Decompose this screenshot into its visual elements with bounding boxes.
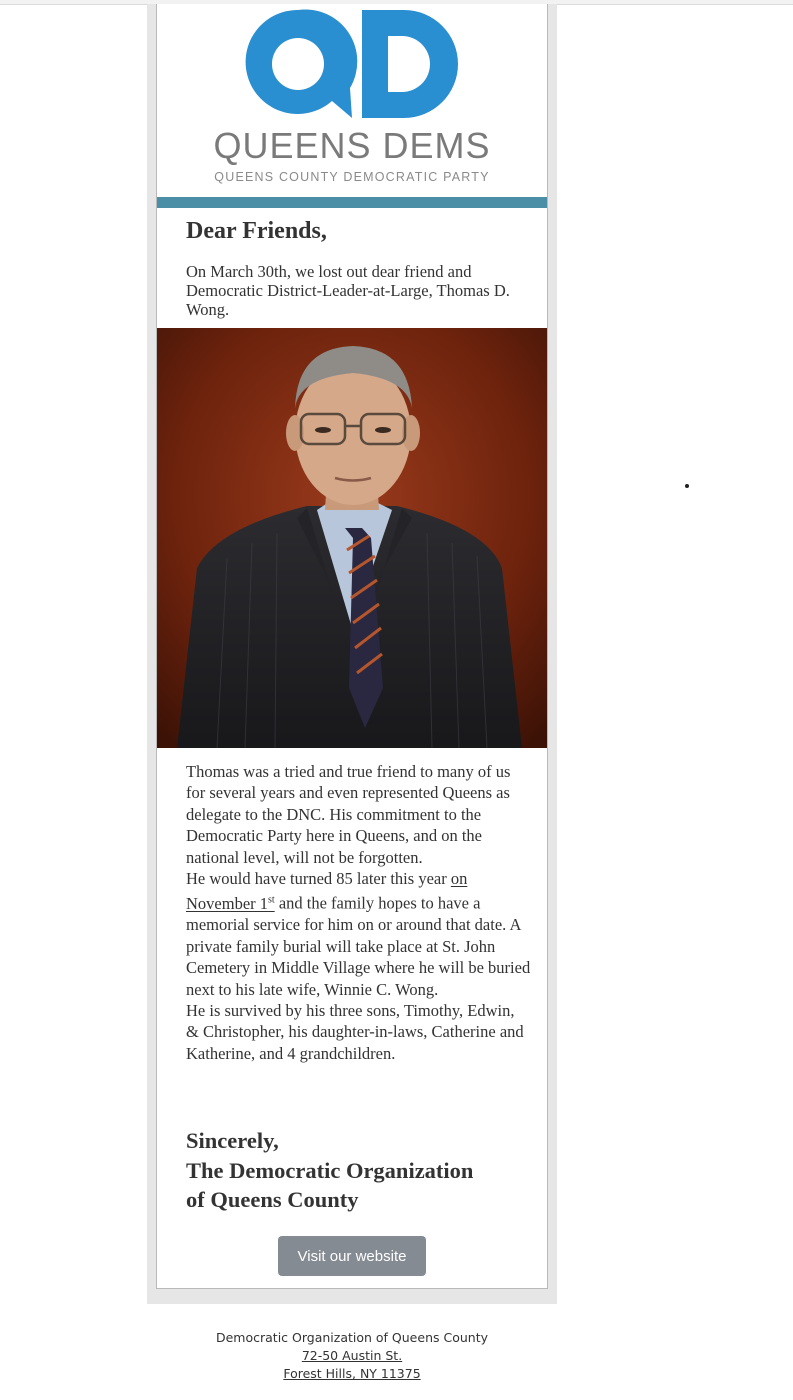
signoff-line: of Queens County xyxy=(186,1187,359,1212)
brand-subtitle: QUEENS COUNTY DEMOCRATIC PARTY xyxy=(214,170,490,184)
qd-logo-icon xyxy=(242,8,464,120)
letter-body xyxy=(186,761,531,1064)
visit-website-button[interactable]: Visit our website xyxy=(278,1236,426,1276)
body-paragraph: He is survived by his three sons, Timothy, Edwin, & Christopher, his daughter-in-laws, Catherine and Katherine, and 4 grandchildren. xyxy=(186,1000,524,1063)
body-paragraph: Thomas was a tried and true friend to many of us for several years and even represented Queens as delegate to the DNC. His commitment to the Democratic Party here in Queens, and on the national level, will not be forgotten. xyxy=(186,762,511,867)
signature xyxy=(186,1126,531,1215)
date-suffix: st xyxy=(268,894,275,906)
brand-name: QUEENS DEMS xyxy=(213,125,491,166)
portrait-photo xyxy=(157,328,547,748)
email-card xyxy=(156,4,548,1289)
header-accent-bar xyxy=(157,197,547,208)
footer-street-link[interactable]: 72-50 Austin St. xyxy=(301,1348,403,1363)
paragraph-2-rest: and the family hopes to have a memorial service for him on or around that date. A private family burial will take place at St. John Cemetery in Middle Village where he will be buried next to his late wife, Winnie C. Wong. xyxy=(186,893,531,999)
signoff-line: The Democratic Organization xyxy=(186,1157,474,1183)
body-paragraph xyxy=(186,868,531,1000)
date-text: on November 1 xyxy=(186,869,468,913)
footer-city-link[interactable]: Forest Hills, NY 11375 xyxy=(283,1366,421,1381)
paragraph-2-lead: He would have turned 85 later this year xyxy=(186,869,451,889)
footer-org: Democratic Organization of Queens County xyxy=(215,1330,488,1345)
footer-address xyxy=(147,1329,557,1383)
greeting: Dear Friends, xyxy=(186,218,327,244)
signoff-line: Sincerely, xyxy=(186,1128,279,1153)
email-container xyxy=(147,4,557,1304)
header-logo xyxy=(157,4,547,197)
stray-dot xyxy=(685,484,689,488)
intro-paragraph: On March 30th, we lost out dear friend and Democratic District-Leader-at-Large, Thomas D. Wong. xyxy=(186,262,510,319)
portrait-illustration xyxy=(157,328,547,748)
